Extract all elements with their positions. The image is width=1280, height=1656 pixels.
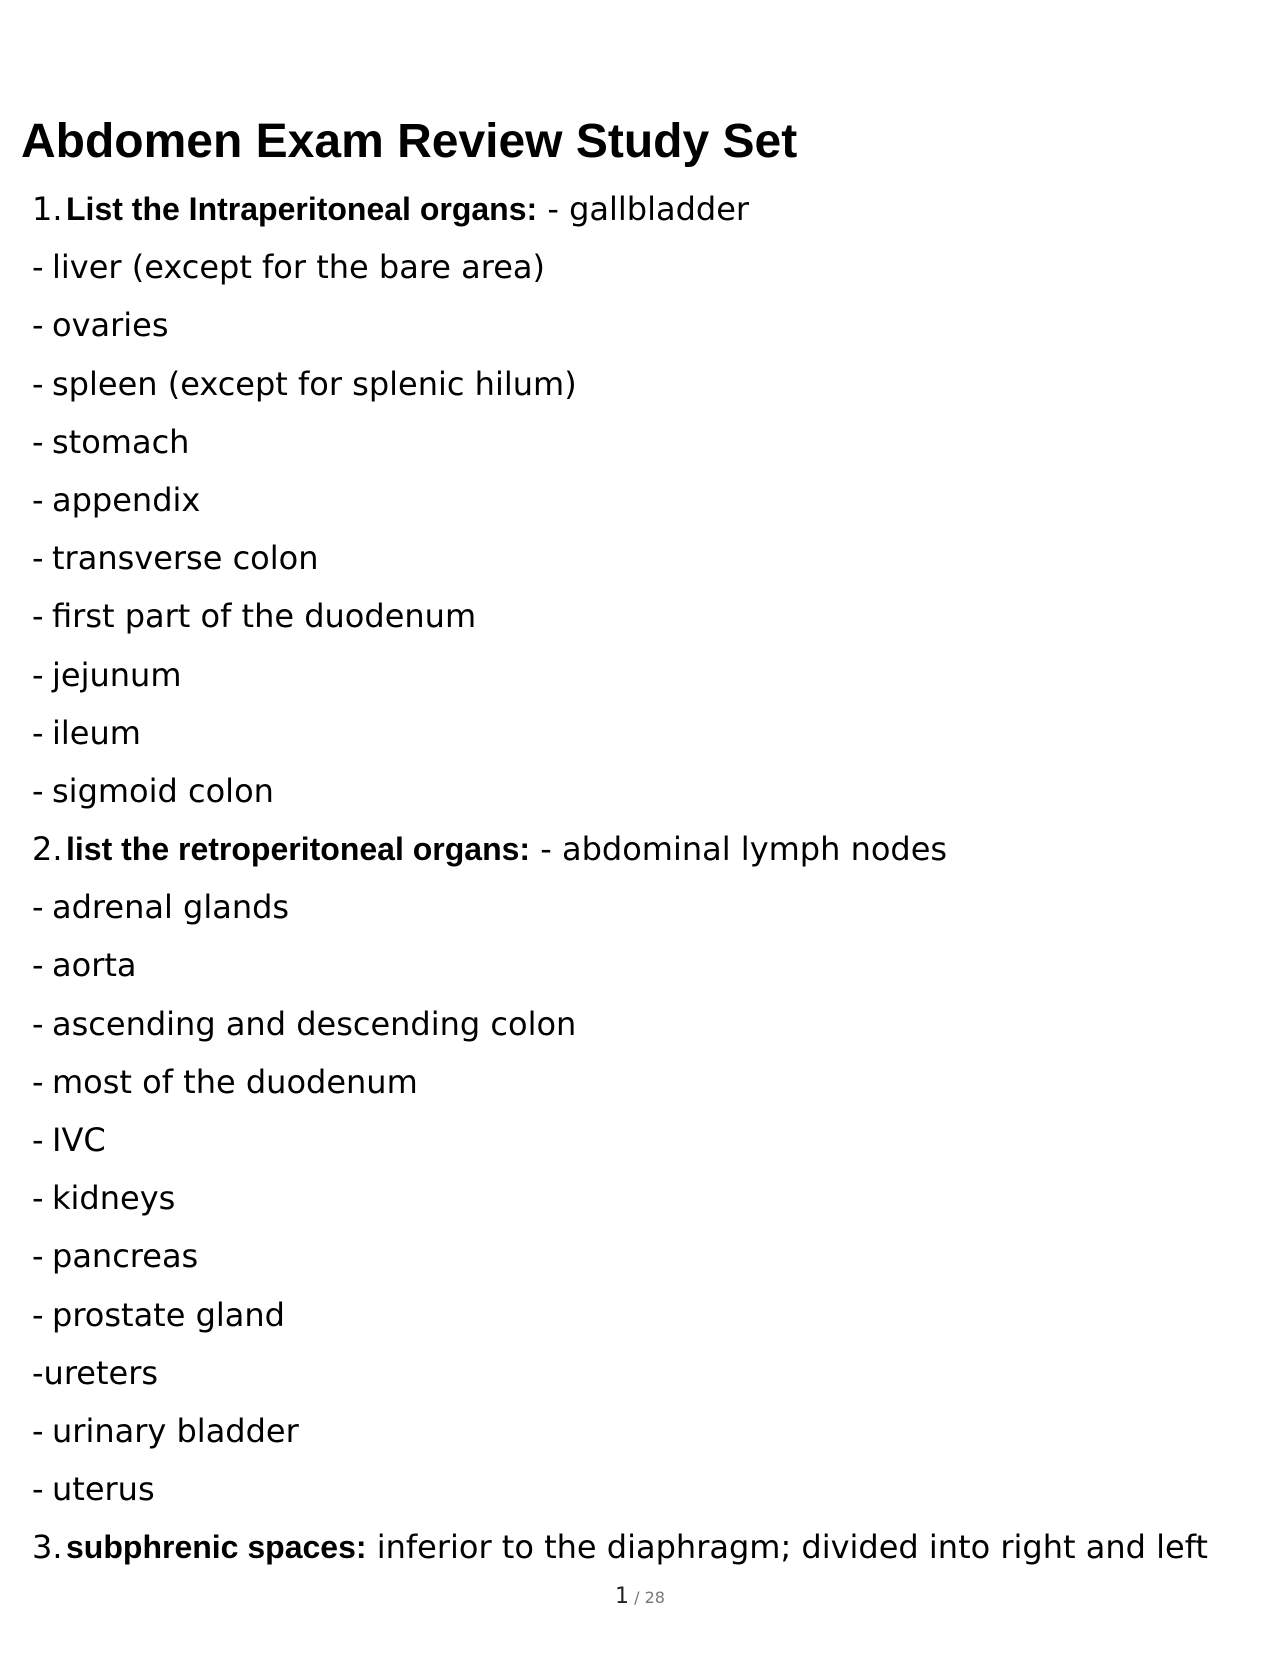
list-item-text: pancreas	[52, 1237, 199, 1276]
list-dash: -	[32, 539, 44, 578]
list-item	[32, 587, 1272, 645]
list-dash: -	[32, 597, 44, 636]
list-item	[32, 1402, 1272, 1460]
answer-text: - abdominal lymph nodes	[540, 830, 948, 869]
list-item-text: urinary bladder	[52, 1411, 299, 1450]
list-dash: -	[32, 248, 44, 287]
list-dash: -	[32, 655, 44, 694]
list-item	[32, 762, 1272, 820]
list-item	[32, 413, 1272, 471]
list-item	[32, 995, 1272, 1053]
list-dash: -	[32, 306, 44, 345]
list-dash: -	[32, 422, 44, 461]
list-dash: -	[32, 1004, 44, 1043]
list-item-text: appendix	[52, 480, 201, 519]
answer-text: inferior to the diaphragm; divided into right and left	[376, 1528, 1208, 1567]
list-dash: -	[32, 1121, 44, 1159]
list-dash: -	[32, 1295, 44, 1334]
list-dash: -	[32, 1411, 44, 1450]
list-item	[32, 1227, 1272, 1285]
list-item	[32, 471, 1272, 529]
list-item	[32, 704, 1272, 762]
list-item	[32, 238, 1272, 296]
list-item-text: ascending and descending colon	[52, 1004, 577, 1043]
list-item-text: ileum	[52, 713, 141, 752]
list-item-text: kidneys	[52, 1179, 176, 1218]
list-item	[32, 878, 1272, 936]
question-3	[32, 1518, 1272, 1576]
question-text: List the Intraperitoneal organs:	[66, 191, 538, 227]
total-pages: / 28	[634, 1588, 665, 1607]
question-number: 3.	[32, 1528, 63, 1567]
list-item	[32, 1286, 1272, 1344]
page-indicator	[0, 1584, 1280, 1609]
list-item-text: aorta	[52, 946, 137, 985]
list-item	[32, 646, 1272, 704]
answer-text: - gallbladder	[547, 190, 750, 228]
list-item	[32, 1053, 1272, 1111]
question-number: 2.	[32, 830, 63, 869]
list-dash: -	[32, 480, 44, 519]
list-item-text: prostate gland	[52, 1295, 285, 1334]
list-item-text: liver (except for the bare area)	[52, 248, 545, 287]
current-page-number: 1	[615, 1584, 630, 1609]
list-item-text: most of the duodenum	[52, 1062, 418, 1101]
list-item-text: sigmoid colon	[52, 771, 274, 810]
list-item	[32, 1169, 1272, 1227]
list-item-text: transverse colon	[52, 539, 319, 578]
list-item	[32, 296, 1272, 354]
list-dash: -	[32, 713, 44, 752]
question-text: subphrenic spaces:	[66, 1529, 367, 1566]
list-item	[32, 355, 1272, 413]
list-item-text: stomach	[52, 422, 190, 461]
question-1	[32, 180, 1272, 238]
question-text: list the retroperitoneal organs:	[66, 831, 531, 868]
list-dash: -	[32, 364, 44, 403]
question-number: 1.	[32, 190, 63, 228]
list-item-text: first part of the duodenum	[52, 597, 477, 636]
list-dash: -	[32, 1062, 44, 1101]
list-item-text: adrenal glands	[52, 888, 290, 927]
list-item	[32, 1111, 1272, 1169]
list-item	[32, 1344, 1272, 1402]
question-2	[32, 820, 1272, 878]
list-dash: -	[32, 888, 44, 927]
list-dash: -	[32, 1179, 44, 1218]
list-item-text: uterus	[52, 1470, 155, 1509]
list-item	[32, 936, 1272, 994]
study-content	[32, 180, 1272, 1577]
list-item-text: IVC	[52, 1121, 106, 1159]
document-title: Abdomen Exam Review Study Set	[21, 115, 798, 168]
list-item-text: -ureters	[32, 1353, 159, 1392]
list-dash: -	[32, 1470, 44, 1509]
list-dash: -	[32, 1237, 44, 1276]
list-item	[32, 1460, 1272, 1518]
list-item-text: ovaries	[52, 306, 169, 345]
list-dash: -	[32, 946, 44, 985]
list-item-text: spleen (except for splenic hilum)	[52, 364, 577, 403]
list-dash: -	[32, 771, 44, 810]
list-item	[32, 529, 1272, 587]
list-item-text: jejunum	[52, 655, 182, 694]
